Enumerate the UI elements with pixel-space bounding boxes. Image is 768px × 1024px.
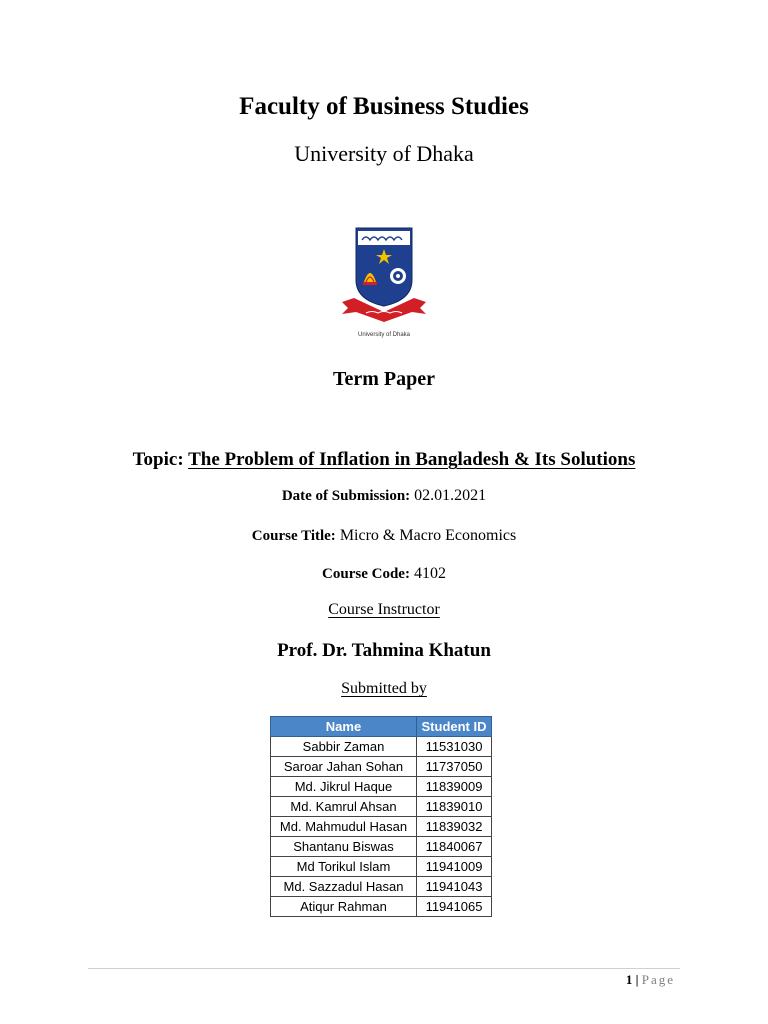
page-number: 1 — [625, 972, 633, 987]
member-name: Md. Kamrul Ahsan — [271, 797, 417, 817]
table-row — [271, 737, 492, 757]
member-name: Atiqur Rahman — [271, 897, 417, 917]
footer-separator: | — [635, 972, 639, 987]
course-title — [0, 527, 768, 545]
instructor-label: Course Instructor — [328, 601, 440, 618]
member-id: 11941065 — [417, 897, 492, 917]
table-row — [271, 837, 492, 857]
university-name: University of Dhaka — [294, 141, 474, 166]
member-name: Shantanu Biswas — [271, 837, 417, 857]
date-label: Date of Submission: — [281, 488, 411, 504]
topic-title: The Problem of Inflation in Bangladesh & Its Solutions — [188, 449, 636, 470]
course-title-value: Micro & Macro Economics — [339, 527, 517, 544]
submission-date — [0, 487, 768, 505]
topic-line — [0, 449, 768, 471]
member-id: 11531030 — [417, 737, 492, 757]
date-value: 02.01.2021 — [414, 487, 487, 504]
footer-divider — [88, 968, 680, 969]
submitted-by-label: Submitted by — [341, 680, 427, 697]
member-name: Md. Mahmudul Hasan — [271, 817, 417, 837]
member-id: 11737050 — [417, 757, 492, 777]
university-logo — [334, 222, 434, 340]
header-student-id: Student ID — [417, 717, 492, 737]
table-row — [271, 757, 492, 777]
members-table — [270, 716, 492, 917]
table-row — [271, 797, 492, 817]
member-id: 11839010 — [417, 797, 492, 817]
logo-caption: University of Dhaka — [357, 332, 411, 338]
table-header-row — [271, 717, 492, 737]
table-row — [271, 877, 492, 897]
course-code — [0, 565, 768, 583]
member-id: 11941009 — [417, 857, 492, 877]
page-label: Page — [641, 972, 675, 987]
member-name: Saroar Jahan Sohan — [271, 757, 417, 777]
member-id: 11840067 — [417, 837, 492, 857]
instructor-name: Prof. Dr. Tahmina Khatun — [277, 640, 491, 661]
table-row — [271, 777, 492, 797]
member-name: Md Torikul Islam — [271, 857, 417, 877]
course-code-value: 4102 — [413, 565, 446, 582]
page-footer — [626, 972, 675, 988]
course-title-label: Course Title: — [251, 528, 336, 544]
member-name: Sabbir Zaman — [271, 737, 417, 757]
document-type: Term Paper — [332, 368, 435, 390]
university-of-dhaka-crest-icon — [334, 222, 434, 330]
member-id: 11839009 — [417, 777, 492, 797]
faculty-title: Faculty of Business Studies — [239, 93, 529, 120]
course-code-label: Course Code: — [322, 566, 410, 582]
member-name: Md. Jikrul Haque — [271, 777, 417, 797]
member-id: 11941043 — [417, 877, 492, 897]
table-row — [271, 817, 492, 837]
table-row — [271, 897, 492, 917]
header-name: Name — [271, 717, 417, 737]
member-id: 11839032 — [417, 817, 492, 837]
topic-label: Topic: — [132, 449, 184, 470]
member-name: Md. Sazzadul Hasan — [271, 877, 417, 897]
table-row — [271, 857, 492, 877]
